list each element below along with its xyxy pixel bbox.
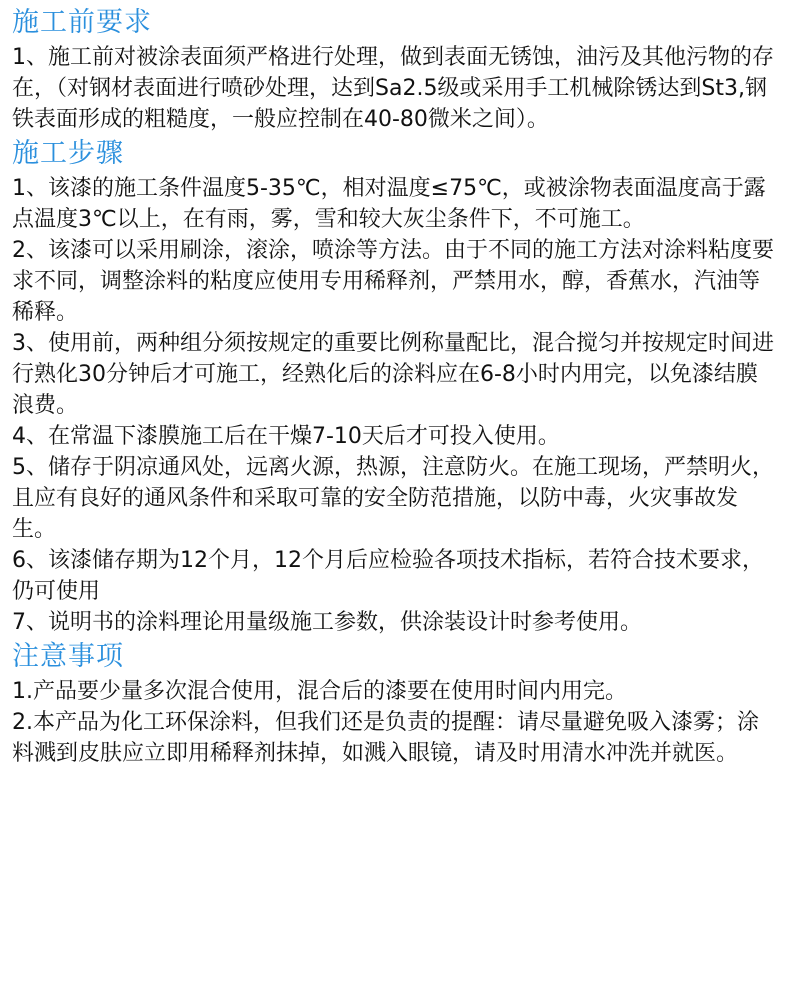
section-title-pre-construction: 施工前要求 — [12, 7, 152, 38]
pre-construction-item-1: 1、施工前对被涂表面须严格进行处理，做到表面无锈蚀，油污及其他污物的存在，（对钢材表面进行喷砂处理，达到Sa2.5级或采用手工机械除锈达到St3,钢铁表面形成的粗糙度，一般应控制在40-80微米之间）。 — [12, 45, 774, 132]
precaution-item-2: 2.本产品为化工环保涂料，但我们还是负责的提醒：请尽量避免吸入漆雾；涂料溅到皮肤应立即用稀释剂抹掉，如溅入眼镜，请及时用清水冲洗并就医。 — [12, 710, 759, 766]
construction-step-2: 2、该漆可以采用刷涂，滚涂，喷涂等方法。由于不同的施工方法对涂料粘度要求不同，调整涂料的粘度应使用专用稀释剂，严禁用水，醇，香蕉水，汽油等稀释。 — [12, 238, 774, 325]
construction-step-5: 5、储存于阴凉通风处，远离火源，热源，注意防火。在施工现场，严禁明火，且应有良好的通风条件和采取可靠的安全防范措施，以防中毒，火灾事故发生。 — [12, 455, 774, 542]
construction-step-3: 3、使用前，两种组分须按规定的重要比例称量配比，混合搅匀并按规定时间进行熟化30分钟后才可施工，经熟化后的涂料应在6-8小时内用完，以免漆结膜浪费。 — [12, 331, 774, 418]
instruction-document — [12, 4, 778, 769]
section-title-precautions: 注意事项 — [12, 641, 124, 672]
construction-step-7: 7、说明书的涂料理论用量级施工参数，供涂装设计时参考使用。 — [12, 610, 642, 635]
precaution-item-1: 1.产品要少量多次混合使用，混合后的漆要在使用时间内用完。 — [12, 679, 627, 704]
construction-step-1: 1、该漆的施工条件温度5-35℃，相对温度≤75℃，或被涂物表面温度高于露点温度3℃以上，在有雨，雾，雪和较大灰尘条件下，不可施工。 — [12, 176, 766, 232]
construction-step-4: 4、在常温下漆膜施工后在干燥7-10天后才可投入使用。 — [12, 424, 560, 449]
section-title-construction-steps: 施工步骤 — [12, 138, 124, 169]
construction-step-6: 6、该漆储存期为12个月，12个月后应检验各项技术指标，若符合技术要求，仍可使用 — [12, 548, 764, 604]
